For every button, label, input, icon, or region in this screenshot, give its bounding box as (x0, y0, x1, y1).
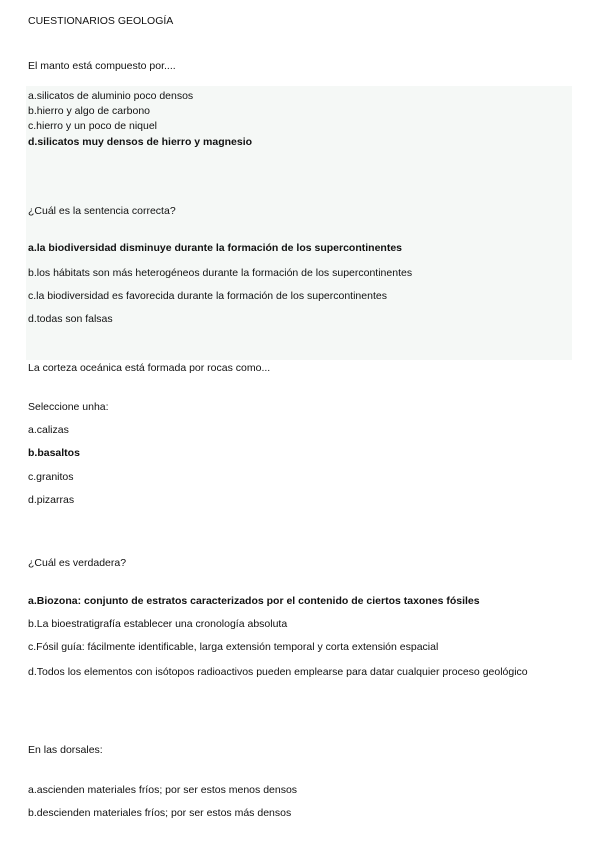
q5-option-b: b.descienden materiales fríos; por ser estos más densos (28, 807, 292, 819)
q2-option-a-correct: a.la biodiversidad disminuye durante la formación de los supercontinentes (28, 242, 403, 254)
q3-prompt: Seleccione unha: (28, 401, 109, 413)
q5-question: En las dorsales: (28, 744, 103, 756)
q3-option-b-correct: b.basaltos (28, 447, 80, 459)
q2-question: ¿Cuál es la sentencia correcta? (28, 205, 176, 217)
q4-option-c: c.Fósil guía: fácilmente identificable, larga extensión temporal y corta extensión espacial (28, 641, 439, 653)
q2-option-c: c.la biodiversidad es favorecida durante la formación de los supercontinentes (28, 290, 387, 302)
q3-question: La corteza oceánica está formada por rocas como... (28, 362, 271, 374)
q3-option-a: a.calizas (28, 424, 69, 436)
q1-option-d-correct: d.silicatos muy densos de hierro y magnesio (28, 136, 253, 148)
q1-question: El manto está compuesto por.... (28, 60, 176, 72)
q2-option-b: b.los hábitats son más heterogéneos durante la formación de los supercontinentes (28, 267, 413, 279)
q1-option-b: b.hierro y algo de carbono (28, 105, 150, 117)
q5-option-a: a.ascienden materiales fríos; por ser estos menos densos (28, 784, 298, 796)
q4-option-b: b.La bioestratigrafía establecer una cronología absoluta (28, 618, 288, 630)
q4-option-d: d.Todos los elementos con isótopos radioactivos pueden emplearse para datar cualquier proceso geológico (28, 666, 528, 678)
q4-option-a-correct: a.Biozona: conjunto de estratos caracterizados por el contenido de ciertos taxones fósiles (28, 595, 480, 607)
q3-option-d: d.pizarras (28, 494, 75, 506)
q1-option-a: a.silicatos de aluminio poco densos (28, 90, 194, 102)
q4-question: ¿Cuál es verdadera? (28, 557, 127, 569)
answer-block-shading-2 (26, 198, 572, 360)
document-title: CUESTIONARIOS GEOLOGÍA (28, 15, 174, 27)
q1-option-c: c.hierro y un poco de niquel (28, 120, 157, 132)
q3-option-c: c.granitos (28, 471, 74, 483)
q2-option-d: d.todas son falsas (28, 313, 113, 325)
